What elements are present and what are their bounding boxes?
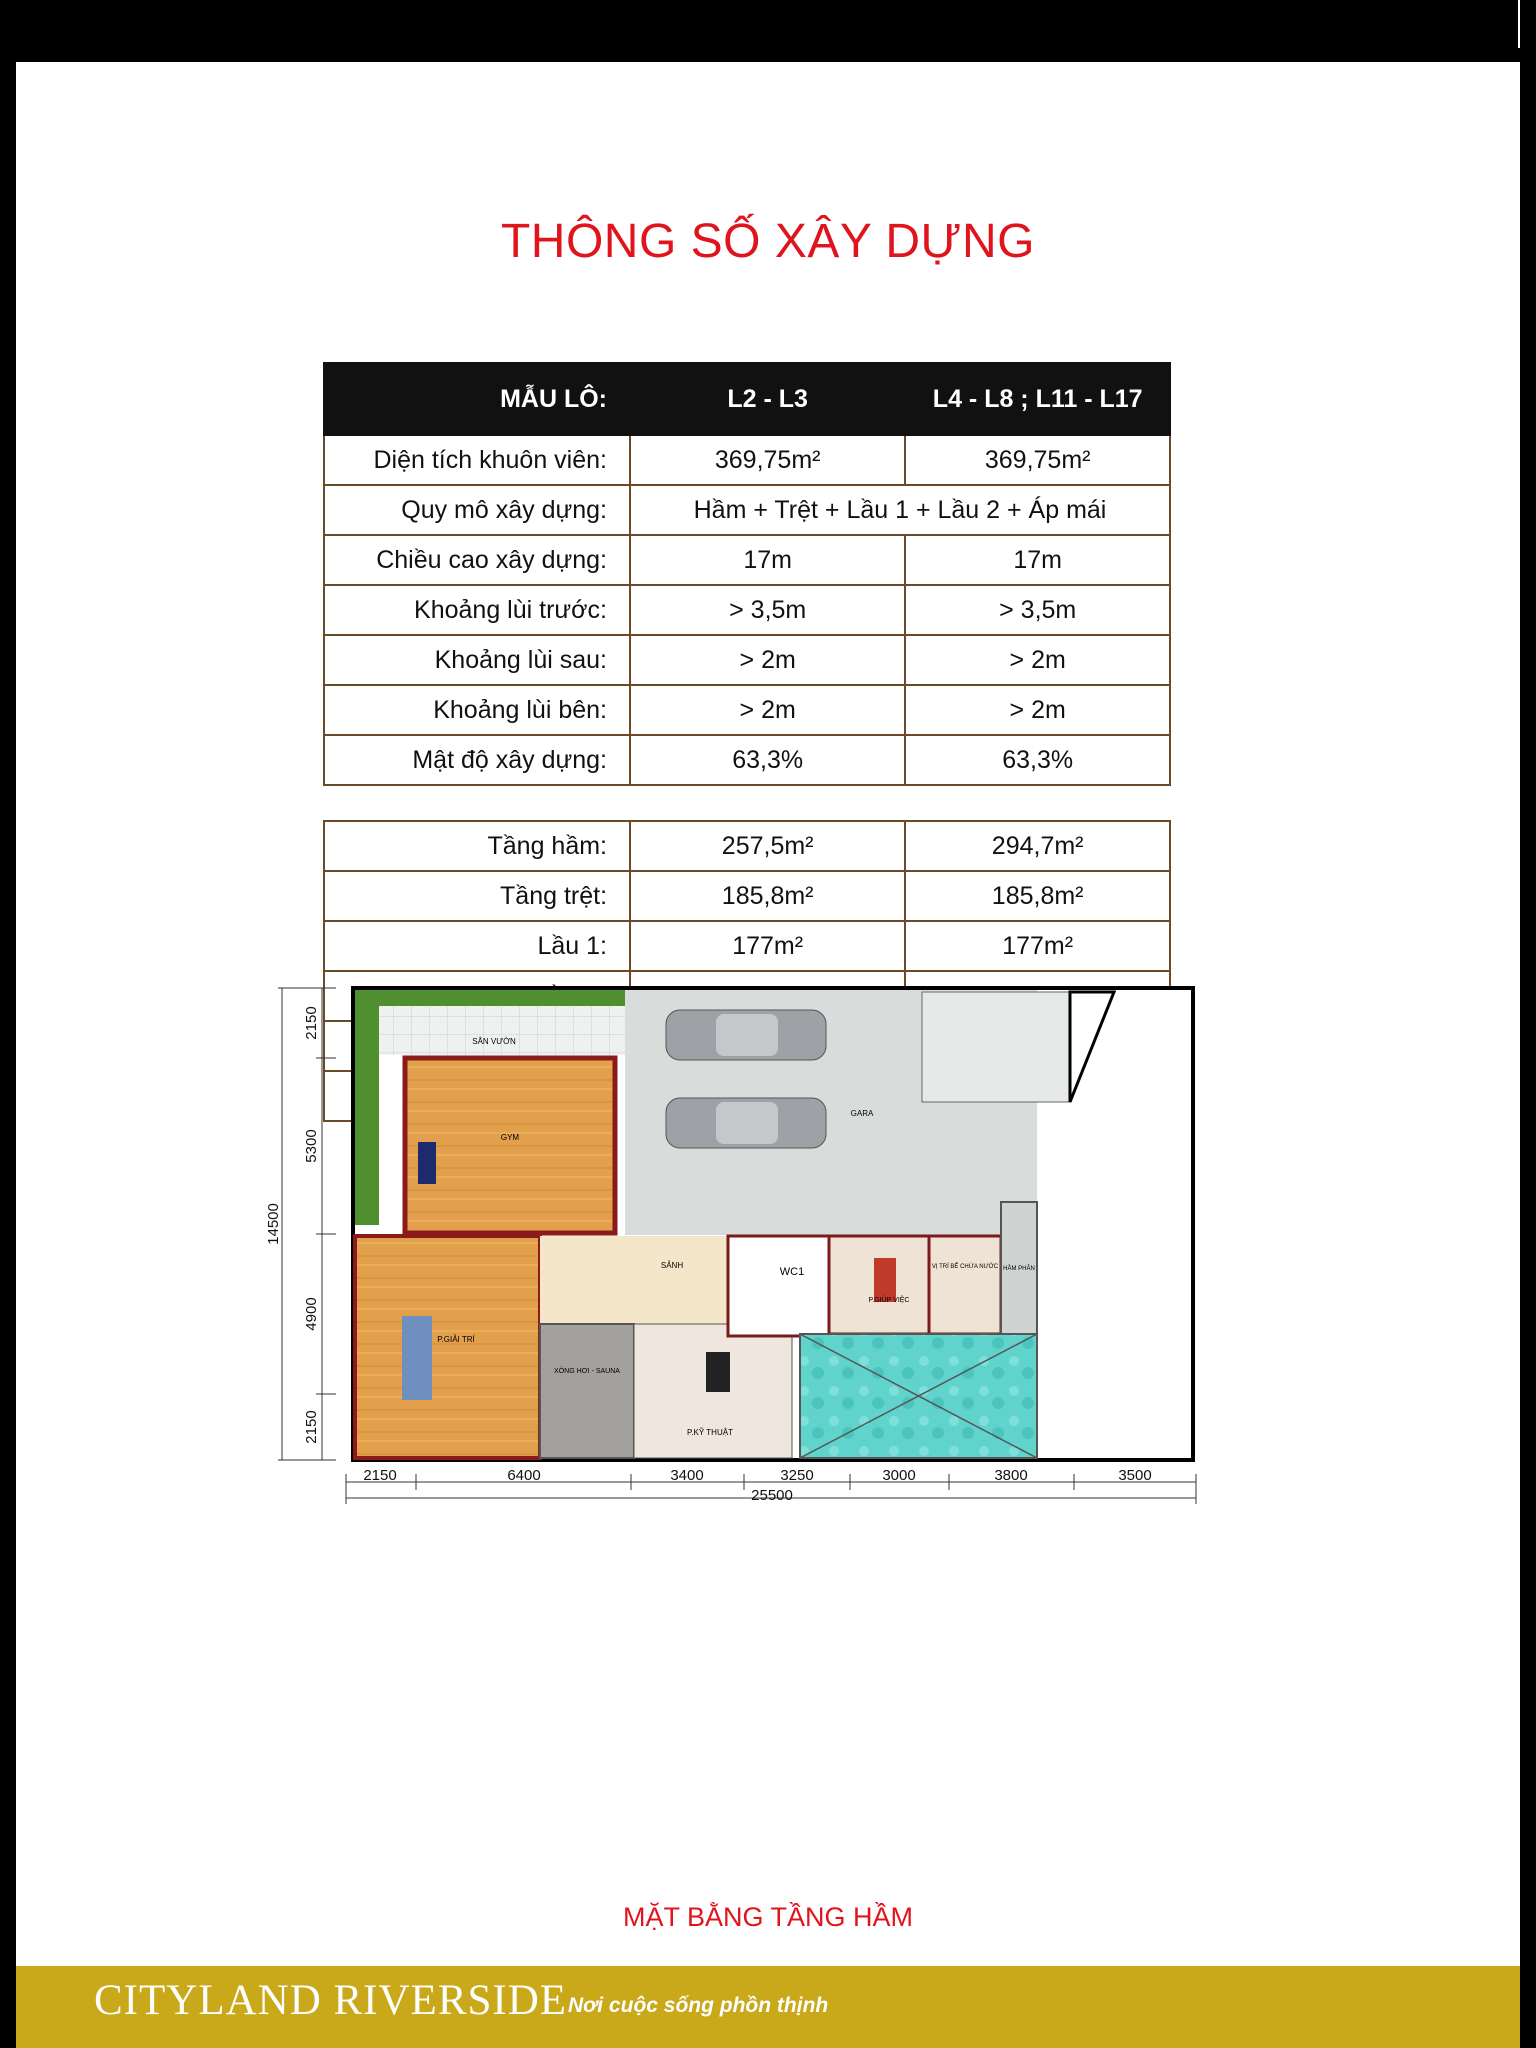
ramp-area [922,992,1070,1102]
cell-l4-l17: > 3,5m [905,585,1170,635]
label-wc: WC1 [779,1266,805,1278]
cell-merged: Hầm + Trệt + Lầu 1 + Lầu 2 + Áp mái [630,485,1170,535]
dim-label: 3250 [780,1467,814,1484]
row-label: Tầng trệt: [324,871,630,921]
label-lobby: SẢNH [660,1261,684,1270]
dim-label: 3800 [994,1467,1028,1484]
dim-label: 2150 [303,1410,320,1444]
row-label: Lầu 1: [324,921,630,971]
spec-table [323,362,1171,786]
brochure-page [16,62,1520,2048]
brand-logo: CITYLAND RIVERSIDE [94,1977,568,2024]
row-label: Khoảng lùi sau: [324,635,630,685]
entertainment-room [355,1236,540,1458]
table-row [324,821,1170,871]
row-label: Tầng hầm: [324,821,630,871]
cell-l2-l3: 369,75m² [630,435,905,485]
bed-icon [874,1258,896,1302]
cell-l2-l3: 177m² [630,921,905,971]
gym-machine-icon [418,1142,436,1184]
car-icon [666,1098,826,1148]
cell-l2-l3: 17m [630,535,905,585]
label-septic: HẦM PHÂN [1003,1266,1035,1272]
table-row [324,921,1170,971]
dim-total-width: 25500 [751,1487,793,1504]
row-label: Khoảng lùi trước: [324,585,630,635]
cell-l2-l3: 185,8m² [630,871,905,921]
dim-label: 3000 [882,1467,916,1484]
lobby [540,1236,728,1324]
row-label: Chiều cao xây dựng: [324,535,630,585]
cell-l4-l17: 177m² [905,921,1170,971]
table-row [324,535,1170,585]
sauna-room [540,1324,634,1458]
table-row [324,685,1170,735]
label-entertainment: P.GIẢI TRÍ [437,1335,475,1344]
dim-total-height: 14500 [265,1203,282,1245]
edge-mark [1518,0,1520,48]
label-sauna: XÔNG HƠI - SAUNA [554,1368,620,1375]
water-tank-area [929,1236,1001,1334]
cell-l2-l3: 63,3% [630,735,905,785]
label-technical: P.KỸ THUẬT [687,1428,733,1437]
cell-l4-l17: 17m [905,535,1170,585]
cell-l2-l3: > 2m [630,635,905,685]
dim-label: 5300 [303,1129,320,1163]
table-row [324,435,1170,485]
dim-label: 6400 [507,1467,541,1484]
garden-hedge [355,990,625,1006]
cell-l2-l3: > 3,5m [630,585,905,635]
cell-l4-l17: 63,3% [905,735,1170,785]
cell-l4-l17: > 2m [905,685,1170,735]
header-l2-l3: L2 - L3 [630,363,905,435]
dim-label: 2150 [363,1467,397,1484]
basement-floor-plan [16,62,1520,2048]
dim-label: 4900 [303,1297,320,1331]
cell-l4-l17: > 2m [905,635,1170,685]
garden-hedge-left [355,990,379,1225]
header-l4-l17: L4 - L8 ; L11 - L17 [905,363,1170,435]
table-row [324,585,1170,635]
label-gym: GYM [500,1133,520,1142]
table-icon [402,1316,432,1400]
cell-l2-l3: > 2m [630,685,905,735]
table-row [324,735,1170,785]
table-row [324,635,1170,685]
gym-room [405,1058,615,1233]
wc-room [728,1236,829,1336]
page-title: THÔNG SỐ XÂY DỰNG [500,215,1035,268]
header-lot-type: MẪU LÔ: [324,363,630,435]
label-maid-room: P.GIÚP VIỆC [868,1297,910,1304]
plan-caption: MẶT BẰNG TẦNG HẦM [622,1902,914,1932]
dim-label: 3400 [670,1467,704,1484]
label-garden: SÂN VƯỜN [472,1037,516,1046]
slogan: Nơi cuộc sống phồn thịnh [568,1994,829,2017]
car-icon [666,1010,826,1060]
cell-l4-l17: 294,7m² [905,821,1170,871]
dim-label: 3500 [1118,1467,1152,1484]
label-garage: GARA [850,1109,874,1118]
label-water-tank: VỊ TRÍ BỂ CHỨA NƯỚC [931,1264,999,1270]
table-row [324,485,1170,535]
cell-l4-l17: 369,75m² [905,435,1170,485]
stairs-icon [706,1352,730,1392]
footer-bar [16,1966,1520,2048]
row-label: Quy mô xây dựng: [324,485,630,535]
table-row [324,871,1170,921]
cell-l2-l3: 257,5m² [630,821,905,871]
row-label: Diện tích khuôn viên: [324,435,630,485]
row-label: Mật độ xây dựng: [324,735,630,785]
cell-l4-l17: 185,8m² [905,871,1170,921]
spec-header-row [324,363,1170,435]
dim-label: 2150 [303,1006,320,1040]
row-label: Khoảng lùi bên: [324,685,630,735]
